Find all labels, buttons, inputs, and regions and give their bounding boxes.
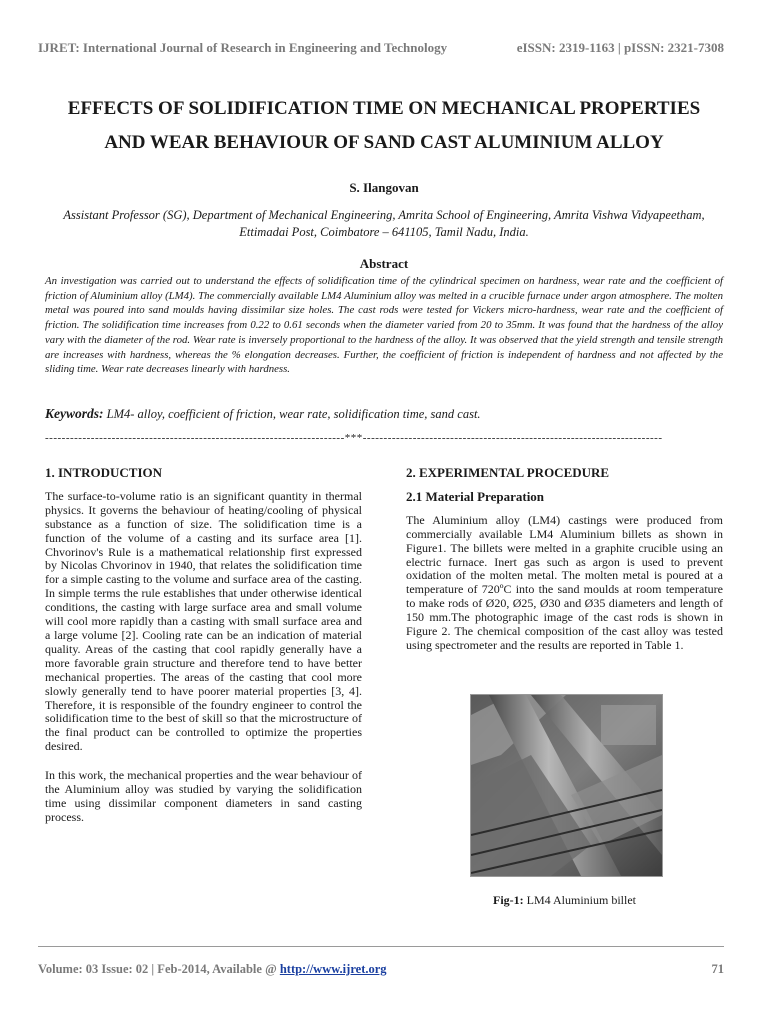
intro-paragraph-2: In this work, the mechanical properties and the wear behaviour of the Aluminium alloy was studied by varying the solidification time using dissimilar component diameters in sand casting process. bbox=[45, 768, 362, 824]
billet-photo bbox=[470, 694, 663, 877]
figure-caption bbox=[406, 893, 723, 908]
abstract-heading: Abstract bbox=[359, 256, 409, 271]
right-column bbox=[406, 466, 723, 668]
issn-text: eISSN: 2319-1163 | pISSN: 2321-7308 bbox=[516, 40, 724, 55]
title-line-2: AND WEAR BEHAVIOUR OF SAND CAST ALUMINIUM ALLOY bbox=[104, 132, 664, 153]
keywords-label: Keywords: bbox=[45, 406, 104, 421]
intro-heading: 1. INTRODUCTION bbox=[45, 465, 163, 480]
figure-caption-text: LM4 Aluminium billet bbox=[523, 893, 636, 907]
experimental-heading: 2. EXPERIMENTAL PROCEDURE bbox=[406, 465, 610, 480]
footer-divider bbox=[38, 946, 724, 947]
abstract-text: An investigation was carried out to understand the effects of solidification time of the cylindrical specimen on hardness, wear rate and the coefficient of friction of Aluminium alloy (LM4). The commercially available LM4 Aluminium alloy was melted in a crucible furnace under argon atmosphere. The molten metal was poured into sand moulds having dissimilar size holes. The cast rods were tested for Vickers micro-hardness, wear rate and the coefficient of friction. The solidification time increases from 0.22 to 0.61 seconds when the diameter varied from 20 to 35mm. It was found that the hardness of the alloy vary with the diameter of the rod. Wear rate is inversely proportional to the hardness of the alloy. It was observed that the yield strength and tensile strength are increases with hardness, whereas the % elongation decreases. Further, the coefficient of friction is independent of hardness and not affected by the sliding time. Wear rate decreases linearly with hardness. bbox=[45, 275, 723, 376]
material-prep-subheading: 2.1 Material Preparation bbox=[406, 488, 545, 504]
page-number: 71 bbox=[711, 962, 724, 976]
figure-label: Fig-1: bbox=[493, 893, 524, 907]
author-name: S. Ilangovan bbox=[349, 180, 419, 195]
author-affiliation: Assistant Professor (SG), Department of Mechanical Engineering, Amrita School of Engineering, Amrita Vishwa Vidyapeetham, Ettimadai Post, Coimbatore – 641105, Tamil Nadu, India. bbox=[63, 208, 705, 239]
section-divider: ------------------------------------------------------------------------***------------------------------------------------------------------------ bbox=[45, 432, 663, 444]
paper-title bbox=[30, 92, 738, 160]
journal-name: IJRET: International Journal of Research in Engineering and Technology bbox=[38, 40, 448, 55]
left-column bbox=[45, 466, 362, 840]
running-header bbox=[38, 40, 724, 56]
journal-link[interactable]: http://www.ijret.org bbox=[279, 962, 387, 976]
page-footer bbox=[38, 962, 724, 977]
keywords bbox=[45, 406, 723, 422]
title-line-1: EFFECTS OF SOLIDIFICATION TIME ON MECHANICAL PROPERTIES bbox=[67, 98, 701, 119]
footer-volume-text: Volume: 03 Issue: 02 | Feb-2014, Available @ bbox=[38, 962, 280, 976]
keywords-text: LM4- alloy, coefficient of friction, wear rate, solidification time, sand cast. bbox=[103, 407, 481, 421]
experimental-paragraph-1: The Aluminium alloy (LM4) castings were produced from commercially available LM4 Aluminium billets as shown in Figure1. The billets were melted in a graphite crucible using an electric furnace. Inert gas such as argon is used to prevent oxidation of the molten metal. The molten metal is poured at a temperature of 720ºC into the sand moulds at room temperature to make rods of Ø20, Ø25, Ø30 and Ø35 diameters and length of 150 mm.The photographic image of the cast rods is shown in Figure 2. The chemical composition of the cast alloy was tested using spectrometer and the results are reported in Table 1. bbox=[406, 512, 723, 652]
intro-paragraph-1: The surface-to-volume ratio is an significant quantity in thermal physics. It governs the behaviour of heating/cooling of physical substance as a function of size. The solidification time is a function of the volume of a casting and its surface area [1]. Chvorinov's Rule is a mathematical relationship first expressed by Nicolas Chvorinov in 1940, that relates the solidification time for a simple casting to the volume and surface area of the casting. In simple terms the rule establishes that under otherwise identical conditions, the casting with large surface area and small volume will cool more rapidly than a casting with small surface area and a large volume [2]. Cooling rate can be an indication of material quality. Areas of the casting that cool rapidly generally have a more favorable grain structure and therefore tend to have better mechanical properties. The areas of the casting that cool more slowly generally tend to have poorer material properties [3, 4]. Therefore, it is responsible of the foundry engineer to control the solidification time to the best of skill so that the microstructure of the final product can be controlled to optimize the properties desired. bbox=[45, 488, 362, 754]
